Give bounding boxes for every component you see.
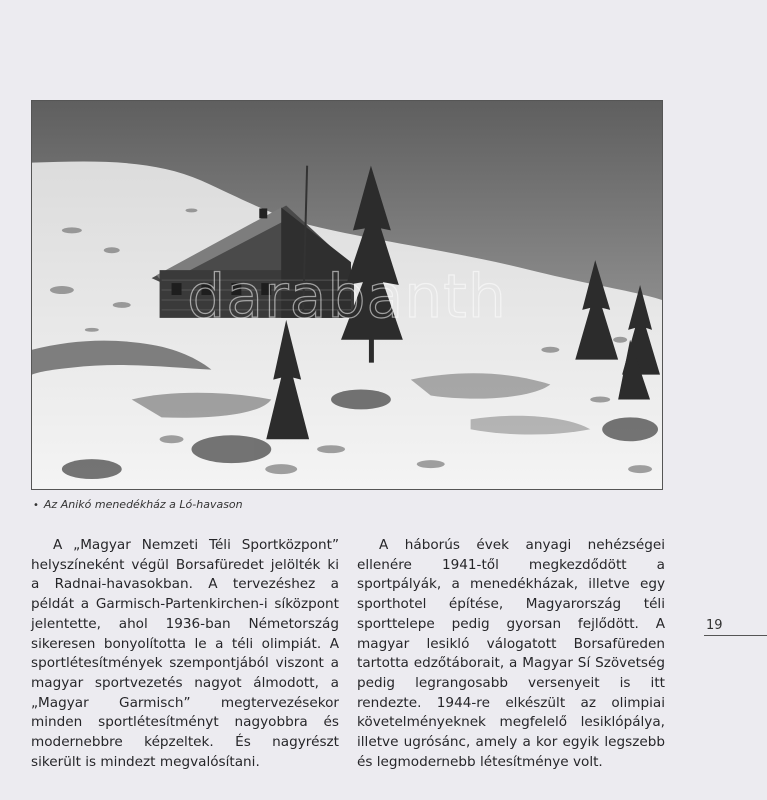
text-column-right [357,536,665,772]
caption-bullet: • [33,500,39,511]
watermark: darabanth [187,262,507,332]
page-number-rule [704,635,767,636]
photograph [31,100,663,490]
caption-text: Az Anikó menedékház a Ló-havason [43,498,243,511]
page-number: 19 [706,618,723,633]
text-column-left [31,536,339,772]
paragraph-right: A háborús évek anyagi nehézségei ellenére 1941-től megkezdődött a sportpályák, a menedékházak, illetve egy sporthotel építése, Magyarország téli sporttelepe pedig gyorsan fejlődött. A magyar lesikló válogatott Borsafüreden tartotta edzőtáborait, a Magyar Sí Szövetség pedig legrangosabb versenyeit is itt rendezte. 1944-re elkészült az olimpiai követelményeknek megfelelő lesiklópálya, illetve ugrósánc, amely a kor egyik legszebb és legmodernebb létesítménye volt. [357,537,665,770]
photo-caption [33,498,243,511]
paragraph-left: A „Magyar Nemzeti Téli Sportközpont” helyszíneként végül Borsafüredet jelölték ki a Radnai-havasokban. A tervezéshez a példát a Garmisch-Partenkirchen-i síközpont jelentette, ahol 1936-ban Németország sikeresen bonyolította le a téli olimpiát. A sportlétesítmények szempontjából viszont a magyar sportvezetés nagyot álmodott, a „Magyar Garmisch” megtervezésekor minden sportlétesítményt nagyobbra és modernebbre képzeltek. És nagyrészt sikerült is mindezt megvalósítani. [31,537,339,770]
